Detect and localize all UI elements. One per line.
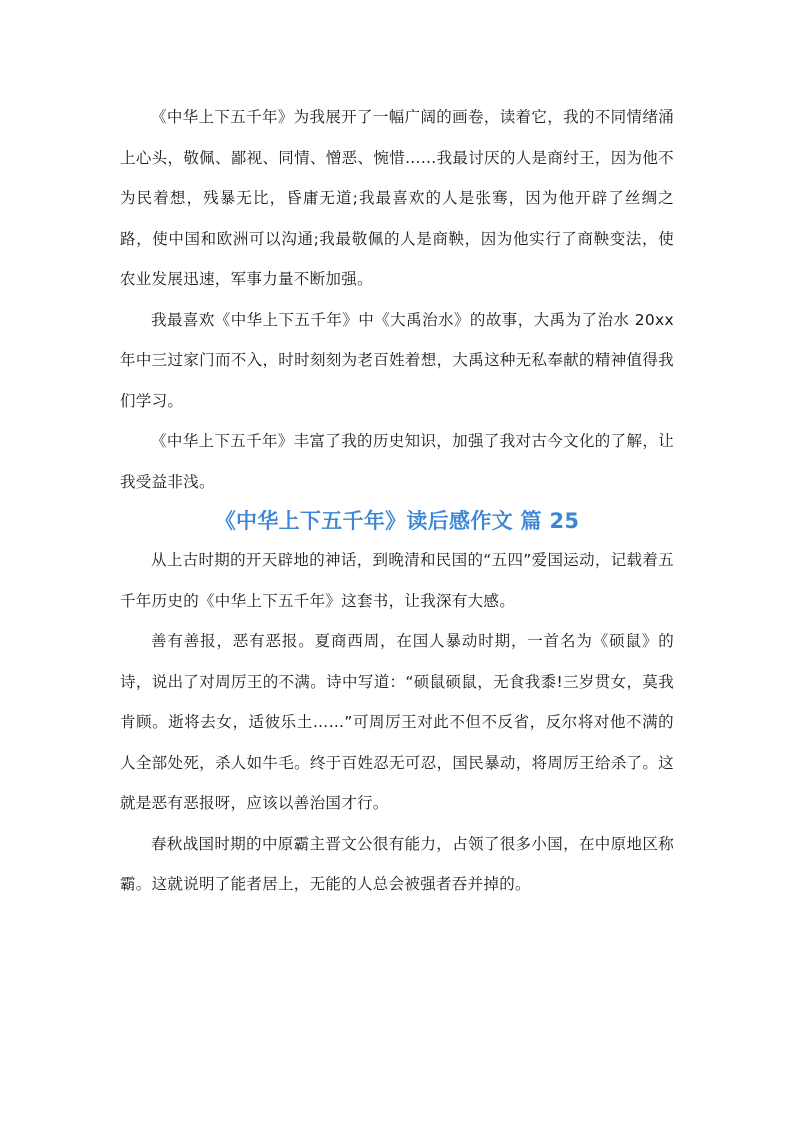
paragraph-review-conclusion: 《中华上下五千年》丰富了我的历史知识，加强了我对古今文化的了解，让我受益非浅。: [120, 432, 674, 491]
paragraph-good-evil: 善有善报，恶有恶报。夏商西周，在国人暴动时期，一首名为《硕鼠》的诗，说出了对周厉王的不满。诗中写道：“硕鼠硕鼠，无食我黍!三岁贯女，莫我肯顾。逝将去女，适彼乐土……”可周厉王对此不但不反省，反尔将对他不满的人全部处死，杀人如牛毛。终于百姓忍无可忍，国民暴动，将周厉王给杀了。这就是恶有恶报呀，应该以善治国才行。: [120, 632, 674, 812]
paragraph-section-intro: 从上古时期的开天辟地的神话，到晚清和民国的“五四”爱国运动，记载着五千年历史的《中华上下五千年》这套书，让我深有大感。: [120, 551, 674, 610]
document-page: [120, 97, 674, 905]
paragraph-dayu-story: 我最喜欢《中华上下五千年》中《大禹治水》的故事，大禹为了治水 20xx 年中三过家门而不入，时时刻刻为老百姓着想，大禹这种无私奉献的精神值得我们学习。: [120, 310, 674, 410]
paragraph-review-intro: 《中华上下五千年》为我展开了一幅广阔的画卷，读着它，我的不同情绪涌上心头，敬佩、鄙视、同情、憎恶、惋惜……我最讨厌的人是商纣王，因为他不为民着想，残暴无比，昏庸无道;我最喜欢的人是张骞，因为他开辟了丝绸之路，使中国和欧洲可以沟通;我最敬佩的人是商鞅，因为他实行了商鞅变法，使农业发展迅速，军事力量不断加强。: [120, 108, 674, 288]
paragraph-jin-wengong: 春秋战国时期的中原霸主晋文公很有能力，占领了很多小国，在中原地区称霸。这就说明了能者居上，无能的人总会被强者吞并掉的。: [120, 834, 674, 893]
section-heading: 《中华上下五千年》读后感作文 篇 25: [214, 509, 580, 533]
